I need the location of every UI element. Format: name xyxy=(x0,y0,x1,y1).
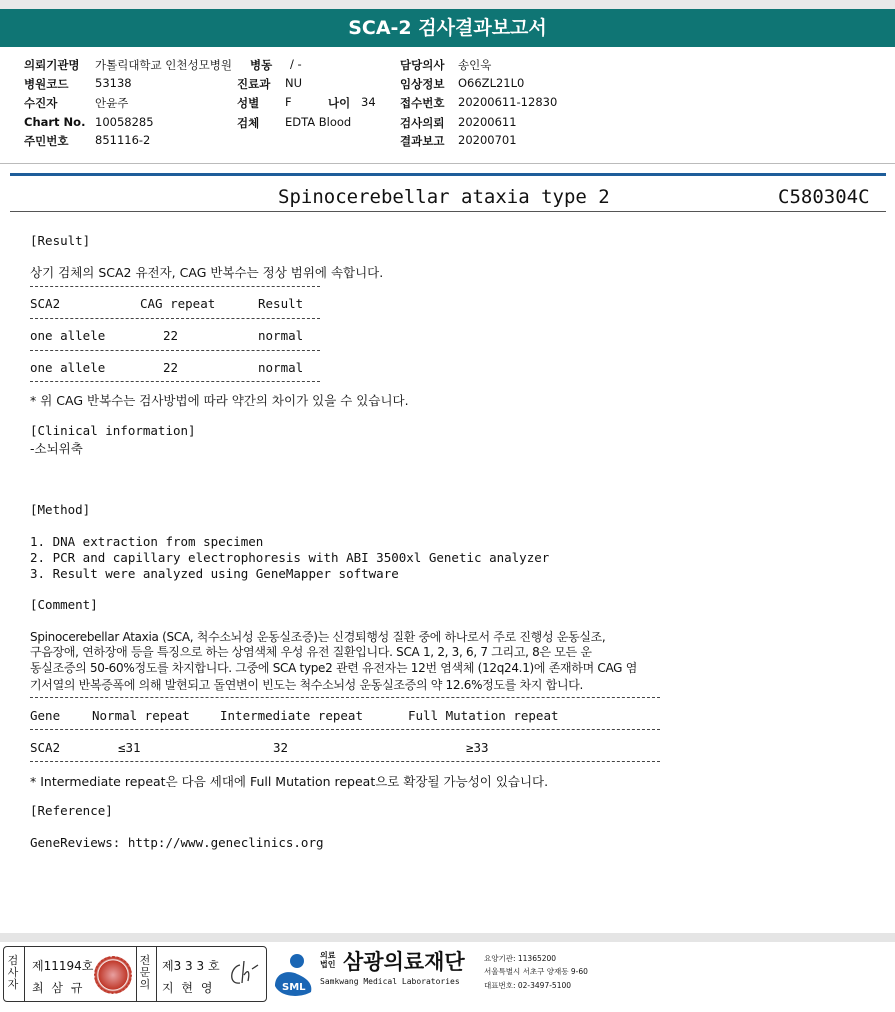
hospital-value: 가톨릭대학교 인천성모병원 xyxy=(95,58,232,72)
divider xyxy=(30,697,660,698)
sex-value: F xyxy=(285,95,292,109)
top-strip xyxy=(0,0,895,9)
repeat-row-gene: SCA2 xyxy=(30,740,61,755)
ward-value: / - xyxy=(290,57,302,71)
specialist-vertical-label: 전문의 xyxy=(139,954,151,991)
clinical-info-value: O66ZL21L0 xyxy=(458,76,525,90)
result-note: * 위 CAG 반복수는 검사방법에 따라 약간의 차이가 있을 수 있습니다. xyxy=(30,393,409,408)
repeat-row-normal: ≤31 xyxy=(118,740,141,755)
specimen-label: 검체 xyxy=(237,116,260,130)
sml-logo-text: SML xyxy=(282,982,306,993)
org-badge: 의료법인 xyxy=(320,951,336,969)
receipt-no-value: 20200611-12830 xyxy=(458,95,558,109)
comment-line-4: 기서열의 반복증폭에 의해 발현되고 돌연변이 빈도는 척수소뇌성 운동실조증의 약 12.6%정도를 차지 합니다. xyxy=(30,678,584,692)
department-label: 진료과 xyxy=(237,77,271,91)
repeat-col-normal: Normal repeat xyxy=(92,708,190,723)
result-row2-cag: 22 xyxy=(163,360,179,375)
result-row2-allele: one allele xyxy=(30,360,106,375)
resident-no-label: 주민번호 xyxy=(24,134,69,148)
comment-line-2: 구음장애, 연하장애 등을 특징으로 하는 상염색체 우성 유전 질환입니다. SCA 1, 2, 3, 6, 7 그리고, 8은 모든 운 xyxy=(30,645,592,659)
resident-no-value: 851116-2 xyxy=(95,133,151,147)
repeat-col-intermediate: Intermediate repeat xyxy=(220,708,363,723)
doctor-value: 송인욱 xyxy=(458,58,492,72)
clinical-heading: [Clinical information] xyxy=(30,423,196,438)
specimen-value: EDTA Blood xyxy=(285,115,352,129)
age-label: 나이 xyxy=(328,96,351,110)
divider xyxy=(24,947,25,1001)
comment-line-1: Spinocerebellar Ataxia (SCA, 척수소뇌성 운동실조증)는 신경퇴행성 질환 중에 하나로서 주로 진행성 운동실조, xyxy=(30,630,606,644)
divider xyxy=(30,381,320,382)
org-institution-code: 요양기관: 11365200 xyxy=(484,954,557,963)
repeat-row-intermediate: 32 xyxy=(273,740,289,755)
clinical-text: -소뇌위축 xyxy=(30,441,83,456)
hospital-code-label: 병원코드 xyxy=(24,77,69,91)
result-summary: 상기 검체의 SCA2 유전자, CAG 반복수는 정상 범위에 속합니다. xyxy=(30,265,384,280)
title-bottom-rule xyxy=(10,211,886,212)
repeat-col-full: Full Mutation repeat xyxy=(408,708,559,723)
examiner-vertical-label: 검사자 xyxy=(7,954,19,991)
comment-note: * Intermediate repeat은 다음 세대에 Full Mutation repeat으로 확장될 가능성이 있습니다. xyxy=(30,774,549,789)
examiner-name: 최 삼 규 xyxy=(32,981,85,995)
specialist-name: 지 현 영 xyxy=(162,981,215,995)
doctor-label: 담당의사 xyxy=(400,58,445,72)
chart-no-label: Chart No. xyxy=(24,115,86,129)
patient-label: 수진자 xyxy=(24,96,58,110)
result-row1-allele: one allele xyxy=(30,328,106,343)
examiner-license-no: 제11194호 xyxy=(32,959,94,973)
result-col-cag: CAG repeat xyxy=(140,296,216,311)
comment-line-3: 동실조증의 50-60%정도를 차지합니다. 그중에 SCA type2 관련 유전자는 12번 염색체 (12q24.1)에 존재하며 CAG 염 xyxy=(30,661,637,675)
request-date-label: 검사의뢰 xyxy=(400,116,445,130)
report-title: SCA-2 검사결과보고서 xyxy=(0,9,895,47)
report-date-label: 결과보고 xyxy=(400,134,445,148)
result-col-gene: SCA2 xyxy=(30,296,61,311)
comment-heading: [Comment] xyxy=(30,597,98,612)
result-heading: [Result] xyxy=(30,233,91,248)
footer-strip xyxy=(0,933,895,942)
divider xyxy=(30,761,660,762)
org-address: 서울특별시 서초구 양재동 9-60 xyxy=(484,967,588,976)
method-step-3: 3. Result were analyzed using GeneMapper software xyxy=(30,566,399,581)
sml-logo-icon xyxy=(271,952,317,998)
title-top-rule xyxy=(10,173,886,176)
result-col-result: Result xyxy=(258,296,304,311)
reference-text: GeneReviews: http://www.geneclinics.org xyxy=(30,835,324,850)
result-row2-result: normal xyxy=(258,360,304,375)
department-value: NU xyxy=(285,76,303,90)
divider xyxy=(156,947,157,1001)
result-row1-result: normal xyxy=(258,328,304,343)
method-step-1: 1. DNA extraction from specimen xyxy=(30,534,264,549)
signature-box xyxy=(3,946,267,1002)
signature-image xyxy=(226,955,262,991)
test-name: Spinocerebellar ataxia type 2 xyxy=(278,186,610,208)
hospital-code-value: 53138 xyxy=(95,76,132,90)
receipt-no-label: 접수번호 xyxy=(400,96,445,110)
repeat-col-gene: Gene xyxy=(30,708,61,723)
hospital-label: 의뢰기관명 xyxy=(24,58,80,72)
specialist-license-no: 제3 3 3 호 xyxy=(162,959,220,973)
report-date-value: 20200701 xyxy=(458,133,517,147)
method-step-2: 2. PCR and capillary electrophoresis with ABI 3500xl Genetic analyzer xyxy=(30,550,550,565)
divider xyxy=(136,947,137,1001)
divider xyxy=(30,350,320,351)
seal-stamp xyxy=(94,956,132,994)
ward-label: 병동 xyxy=(250,58,273,72)
header-divider xyxy=(0,163,895,164)
repeat-row-full: ≥33 xyxy=(466,740,489,755)
chart-no-value: 10058285 xyxy=(95,115,154,129)
result-row1-cag: 22 xyxy=(163,328,179,343)
org-phone: 대표번호: 02-3497-5100 xyxy=(484,981,572,990)
clinical-info-label: 임상정보 xyxy=(400,77,445,91)
divider xyxy=(30,729,660,730)
age-value: 34 xyxy=(361,95,376,109)
request-date-value: 20200611 xyxy=(458,115,517,129)
sex-label: 성별 xyxy=(237,96,260,110)
divider xyxy=(30,318,320,319)
reference-heading: [Reference] xyxy=(30,803,113,818)
patient-value: 안윤주 xyxy=(95,96,129,110)
test-code: C580304C xyxy=(778,186,870,208)
org-name: 삼광의료재단 xyxy=(343,950,465,974)
method-heading: [Method] xyxy=(30,502,91,517)
divider xyxy=(30,286,320,287)
org-english-name: Samkwang Medical Laboratories xyxy=(320,977,460,986)
